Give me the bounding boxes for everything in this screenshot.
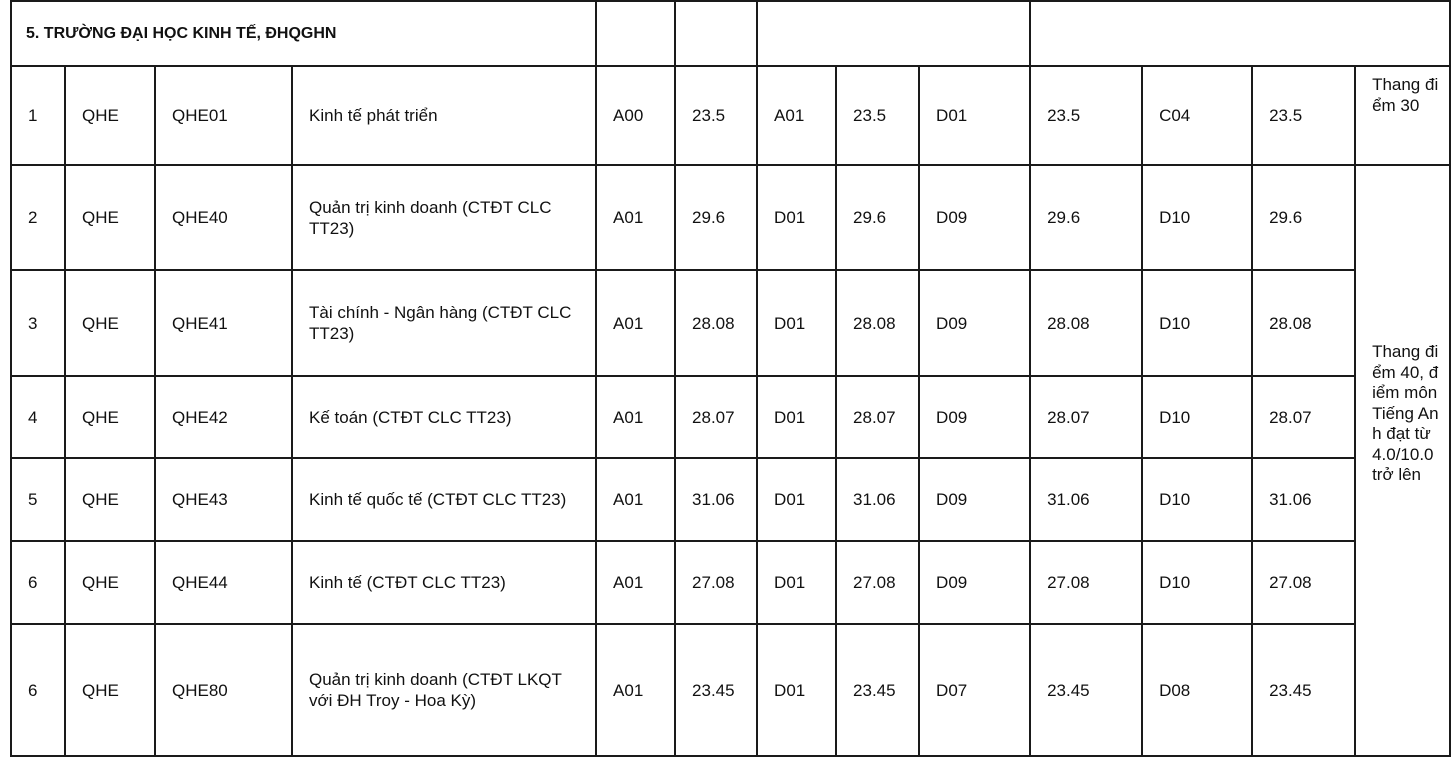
major-code: QHE01 — [155, 66, 292, 165]
subject-combo-3: D07 — [919, 624, 1030, 756]
table-row — [11, 458, 1450, 541]
row-number: 4 — [11, 376, 65, 458]
school-code: QHE — [65, 376, 155, 458]
score-2: 27.08 — [836, 541, 919, 624]
score-4: 29.6 — [1252, 165, 1355, 270]
score-3: 23.5 — [1030, 66, 1142, 165]
empty-cell — [596, 1, 675, 66]
subject-combo-3: D09 — [919, 165, 1030, 270]
score-1: 28.08 — [675, 270, 757, 376]
score-3: 28.07 — [1030, 376, 1142, 458]
row-number: 5 — [11, 458, 65, 541]
score-1: 23.5 — [675, 66, 757, 165]
score-1: 31.06 — [675, 458, 757, 541]
empty-cell — [757, 1, 1030, 66]
subject-combo-2: D01 — [757, 270, 836, 376]
subject-combo-4: D10 — [1142, 270, 1252, 376]
row-number: 1 — [11, 66, 65, 165]
score-2: 31.06 — [836, 458, 919, 541]
school-code: QHE — [65, 541, 155, 624]
subject-combo-4: D10 — [1142, 541, 1252, 624]
subject-combo-4: D08 — [1142, 624, 1252, 756]
table-row — [11, 376, 1450, 458]
score-3: 23.45 — [1030, 624, 1142, 756]
subject-combo-1: A00 — [596, 66, 675, 165]
subject-combo-1: A01 — [596, 624, 675, 756]
score-2: 23.5 — [836, 66, 919, 165]
school-code: QHE — [65, 270, 155, 376]
empty-cell — [1030, 1, 1450, 66]
table-row — [11, 270, 1450, 376]
score-1: 28.07 — [675, 376, 757, 458]
admission-score-table — [10, 0, 1451, 757]
school-code: QHE — [65, 165, 155, 270]
score-4: 23.5 — [1252, 66, 1355, 165]
subject-combo-1: A01 — [596, 165, 675, 270]
row-number: 2 — [11, 165, 65, 270]
score-3: 27.08 — [1030, 541, 1142, 624]
major-name: Quản trị kinh doanh (CTĐT CLC TT23) — [292, 165, 596, 270]
score-1: 27.08 — [675, 541, 757, 624]
subject-combo-3: D09 — [919, 458, 1030, 541]
score-4: 27.08 — [1252, 541, 1355, 624]
subject-combo-2: D01 — [757, 541, 836, 624]
subject-combo-4: D10 — [1142, 376, 1252, 458]
major-code: QHE80 — [155, 624, 292, 756]
subject-combo-1: A01 — [596, 458, 675, 541]
major-code: QHE41 — [155, 270, 292, 376]
major-code: QHE43 — [155, 458, 292, 541]
major-code: QHE40 — [155, 165, 292, 270]
table-row — [11, 66, 1450, 165]
major-name: Quản trị kinh doanh (CTĐT LKQT với ĐH Troy - Hoa Kỳ) — [292, 624, 596, 756]
table-row — [11, 165, 1450, 270]
empty-cell — [675, 1, 757, 66]
note-scale-30: Thang điểm 30 — [1355, 66, 1450, 165]
subject-combo-1: A01 — [596, 541, 675, 624]
subject-combo-3: D01 — [919, 66, 1030, 165]
row-number: 6 — [11, 541, 65, 624]
school-code: QHE — [65, 624, 155, 756]
score-2: 28.07 — [836, 376, 919, 458]
subject-combo-2: D01 — [757, 624, 836, 756]
subject-combo-2: D01 — [757, 458, 836, 541]
subject-combo-2: D01 — [757, 165, 836, 270]
score-4: 28.07 — [1252, 376, 1355, 458]
score-2: 28.08 — [836, 270, 919, 376]
subject-combo-1: A01 — [596, 376, 675, 458]
subject-combo-4: D10 — [1142, 458, 1252, 541]
score-4: 31.06 — [1252, 458, 1355, 541]
school-header-row — [11, 1, 1450, 66]
major-code: QHE42 — [155, 376, 292, 458]
score-4: 23.45 — [1252, 624, 1355, 756]
subject-combo-3: D09 — [919, 376, 1030, 458]
score-3: 28.08 — [1030, 270, 1142, 376]
major-name: Tài chính - Ngân hàng (CTĐT CLC TT23) — [292, 270, 596, 376]
subject-combo-3: D09 — [919, 270, 1030, 376]
major-name: Kinh tế quốc tế (CTĐT CLC TT23) — [292, 458, 596, 541]
subject-combo-3: D09 — [919, 541, 1030, 624]
score-2: 29.6 — [836, 165, 919, 270]
subject-combo-2: D01 — [757, 376, 836, 458]
score-3: 29.6 — [1030, 165, 1142, 270]
major-code: QHE44 — [155, 541, 292, 624]
school-code: QHE — [65, 458, 155, 541]
school-code: QHE — [65, 66, 155, 165]
major-name: Kế toán (CTĐT CLC TT23) — [292, 376, 596, 458]
score-1: 23.45 — [675, 624, 757, 756]
subject-combo-4: C04 — [1142, 66, 1252, 165]
table-row — [11, 541, 1450, 624]
note-scale-40: Thang điểm 40, điểm môn Tiếng Anh đạt từ 4.0/10.0 trở lên — [1355, 165, 1450, 756]
subject-combo-1: A01 — [596, 270, 675, 376]
table-row — [11, 624, 1450, 756]
score-1: 29.6 — [675, 165, 757, 270]
major-name: Kinh tế phát triển — [292, 66, 596, 165]
major-name: Kinh tế (CTĐT CLC TT23) — [292, 541, 596, 624]
row-number: 3 — [11, 270, 65, 376]
subject-combo-2: A01 — [757, 66, 836, 165]
score-4: 28.08 — [1252, 270, 1355, 376]
school-header: 5. TRƯỜNG ĐẠI HỌC KINH TẾ, ĐHQGHN — [11, 1, 596, 66]
subject-combo-4: D10 — [1142, 165, 1252, 270]
row-number: 6 — [11, 624, 65, 756]
score-3: 31.06 — [1030, 458, 1142, 541]
score-2: 23.45 — [836, 624, 919, 756]
